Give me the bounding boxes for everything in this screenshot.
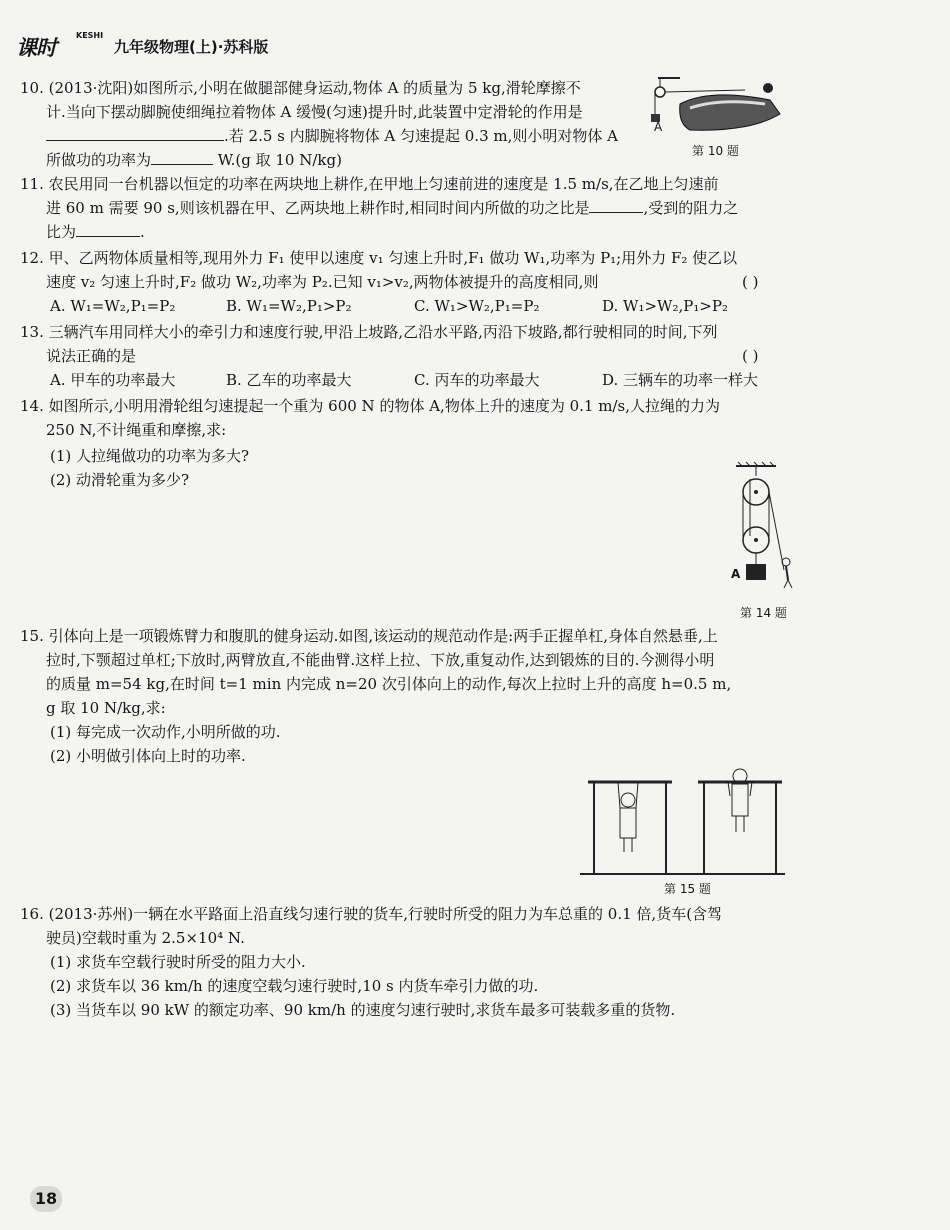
q12-bracket[interactable]: ( ) bbox=[742, 273, 759, 291]
q13-option-a[interactable]: A. 甲车的功率最大 bbox=[50, 371, 176, 389]
q13-option-b[interactable]: B. 乙车的功率最大 bbox=[226, 371, 352, 389]
q13-line1: 13. 三辆汽车用同样大小的牵引力和速度行驶,甲沿上坡路,乙沿水平路,丙沿下坡路,都行驶相同的时间,下列 bbox=[20, 323, 718, 341]
page-header bbox=[16, 32, 316, 66]
q15-line4: g 取 10 N/kg,求: bbox=[46, 699, 166, 717]
q16-sub3: (3) 当货车以 90 kW 的额定功率、90 km/h 的速度匀速行驶时,求货车最多可装载多重的货物. bbox=[50, 1001, 676, 1019]
q10-line2: 计.当向下摆动脚腕使细绳拉着物体 A 缓慢(匀速)提升时,此装置中定滑轮的作用是 bbox=[46, 103, 583, 121]
q10-fig-label: A bbox=[654, 120, 663, 134]
answer-blank[interactable] bbox=[46, 126, 224, 141]
q11-line1: 11. 农民用同一台机器以恒定的功率在两块地上耕作,在甲地上匀速前进的速度是 1.5 m/s,在乙地上匀速前 bbox=[20, 175, 719, 193]
q14-line1: 14. 如图所示,小明用滑轮组匀速提起一个重为 600 N 的物体 A,物体上升的速度为 0.1 m/s,人拉绳的力为 bbox=[20, 397, 720, 415]
q10-line4 bbox=[46, 150, 342, 170]
q13-line2: 说法正确的是 bbox=[46, 347, 137, 365]
answer-blank[interactable] bbox=[151, 150, 213, 165]
q12-option-d[interactable]: D. W₁>W₂,P₁>P₂ bbox=[602, 297, 729, 315]
q11-line2-a: 进 60 m 需要 90 s,则该机器在甲、乙两块地上耕作时,相同时间内所做的功之比是 bbox=[46, 199, 590, 217]
q14-sub2: (2) 动滑轮重为多少? bbox=[50, 471, 190, 489]
book-title: 九年级物理(上)·苏科版 bbox=[114, 38, 269, 56]
q11-line3-text: 比为 bbox=[46, 223, 77, 241]
q16-line2: 驶员)空载时重为 2.5×10⁴ N. bbox=[46, 929, 245, 947]
q12-line1: 12. 甲、乙两物体质量相等,现用外力 F₁ 使甲以速度 v₁ 匀速上升时,F₁ 做功 W₁,功率为 P₁;用外力 F₂ 使乙以 bbox=[20, 249, 738, 267]
q11-line3: 比为 . bbox=[46, 223, 145, 241]
pull-up-figure bbox=[580, 770, 790, 880]
q13-bracket[interactable]: ( ) bbox=[742, 347, 759, 365]
logo: 课时 bbox=[16, 36, 56, 60]
q13-option-c[interactable]: C. 丙车的功率最大 bbox=[414, 371, 540, 389]
q15-sub1: (1) 每完成一次动作,小明所做的功. bbox=[50, 723, 281, 741]
answer-blank[interactable] bbox=[589, 198, 643, 213]
q13-option-d[interactable]: D. 三辆车的功率一样大 bbox=[602, 371, 759, 389]
q14-sub1: (1) 人拉绳做功的功率为多大? bbox=[50, 447, 250, 465]
q10-line3-text: .若 2.5 s 内脚腕将物体 A 匀速提起 0.3 m,则小明对物体 A bbox=[224, 127, 618, 145]
q14-fig-label: A bbox=[731, 567, 741, 581]
page-number: 18 bbox=[30, 1186, 62, 1212]
q14-line2: 250 N,不计绳重和摩擦,求: bbox=[46, 421, 227, 439]
q10-line4-a: 所做功的功率为 bbox=[46, 151, 152, 169]
q10-line1: 10. (2013·沈阳)如图所示,小明在做腿部健身运动,物体 A 的质量为 5 kg,滑轮摩擦不 bbox=[20, 79, 581, 97]
q16-sub2: (2) 求货车以 36 km/h 的速度空载匀速行驶时,10 s 内货车牵引力做的功. bbox=[50, 977, 539, 995]
q11-line2-b: ,受到的阻力之 bbox=[643, 199, 739, 217]
logo-sub: KESHI bbox=[76, 31, 104, 40]
q14-caption: 第 14 题 bbox=[740, 606, 787, 620]
q12-option-b[interactable]: B. W₁=W₂,P₁>P₂ bbox=[226, 297, 352, 315]
q16-line1: 16. (2013·苏州)一辆在水平路面上沿直线匀速行驶的货车,行驶时所受的阻力为车总重的 0.1 倍,货车(含驾 bbox=[20, 905, 723, 923]
q12-option-c[interactable]: C. W₁>W₂,P₁=P₂ bbox=[414, 297, 540, 315]
q12-option-a[interactable]: A. W₁=W₂,P₁=P₂ bbox=[50, 297, 176, 315]
leg-exercise-figure bbox=[650, 74, 785, 146]
q11-line2 bbox=[46, 198, 738, 218]
q15-caption: 第 15 题 bbox=[664, 882, 711, 896]
q15-sub2: (2) 小明做引体向上时的功率. bbox=[50, 747, 246, 765]
q10-line3 bbox=[46, 126, 618, 146]
answer-blank[interactable] bbox=[76, 222, 140, 237]
q15-line2: 拉时,下颚超过单杠;下放时,两臂放直,不能曲臂.这样上拉、下放,重复动作,达到锻炼的目的.今测得小明 bbox=[46, 651, 715, 669]
q10-line4-b: W.(g 取 10 N/kg) bbox=[217, 151, 342, 169]
q16-sub1: (1) 求货车空载行驶时所受的阻力大小. bbox=[50, 953, 306, 971]
q15-line3: 的质量 m=54 kg,在时间 t=1 min 内完成 n=20 次引体向上的动作,每次上拉时上升的高度 h=0.5 m, bbox=[46, 675, 732, 693]
q15-line1: 15. 引体向上是一项锻炼臂力和腹肌的健身运动.如图,该运动的规范动作是:两手正握单杠,身体自然悬垂,上 bbox=[20, 627, 718, 645]
q12-line2: 速度 v₂ 匀速上升时,F₂ 做功 W₂,功率为 P₂.已知 v₁>v₂,两物体被提升的高度相同,则 bbox=[46, 273, 599, 291]
q10-caption: 第 10 题 bbox=[692, 144, 739, 158]
